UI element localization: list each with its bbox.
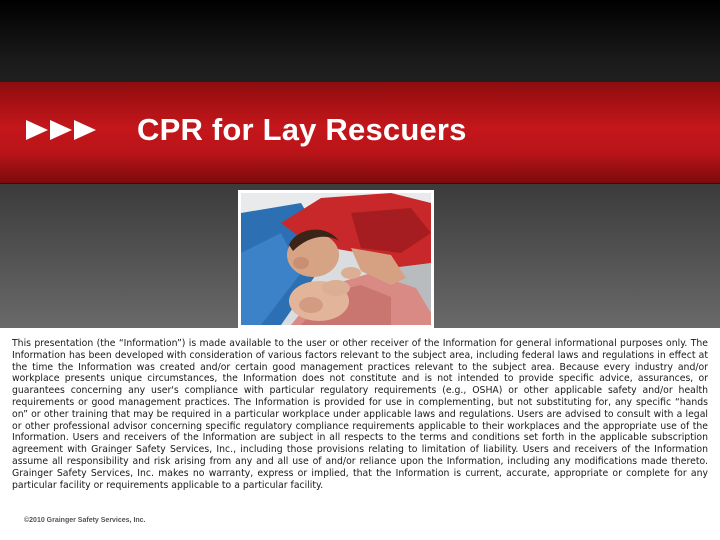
disclaimer-text: This presentation (the “Information”) is made available to the user or other receiver of the Information for general informational purposes only. The Information has been developed with consideration of various factors relevant to the subject area, including federal laws and regulations in effect at the time the Information was created and/or certain good management practices relevant to the subject area. Because every industry and/or workplace presents unique circumstances, the Information does not constitute and is not intended to provide specific advice, assurances, or guarantees concerning any user's compliance with particular regulatory requirements (e.g., OSHA) or other applicable safety and/or health requirements or good management practices. The Information is provided for use in complementing, but not substituting for, any specific “hands on” or other training that may be required in a particular workplace under applicable laws and regulations. Users are advised to consult with a legal or other professional advisor concerning specific regulatory compliance requirements applicable to their workplaces and the appropriate use of the Information. Users and receivers of the Information are subject in all respects to the terms and conditions set forth in the applicable subscription agreement with Grainger Safety Services, Inc., including those provisions relating to limitation of liability. Users and receivers of the Information assume all responsibility and risk arising from any and all use of and/or reliance upon the Information, including any modifications made thereto. Grainger Safety Services, Inc. makes no warranty, express or implied, that the Information is current, accurate, appropriate or complete for any particular facility or requirements applicable to a particular facility.: [12, 338, 708, 491]
cpr-rescue-breathing-photo-icon: [241, 193, 431, 325]
arrow-right-icon: [74, 120, 96, 140]
triple-arrow-bullet-icon: [26, 112, 96, 148]
arrow-right-icon: [26, 120, 48, 140]
cpr-photo: [238, 190, 434, 328]
slide-title: CPR for Lay Rescuers: [137, 112, 467, 147]
disclaimer-panel: [0, 328, 720, 540]
arrow-right-icon: [50, 120, 72, 140]
title-band: [0, 81, 720, 184]
copyright-notice: ©2010 Grainger Safety Services, Inc.: [24, 517, 146, 524]
